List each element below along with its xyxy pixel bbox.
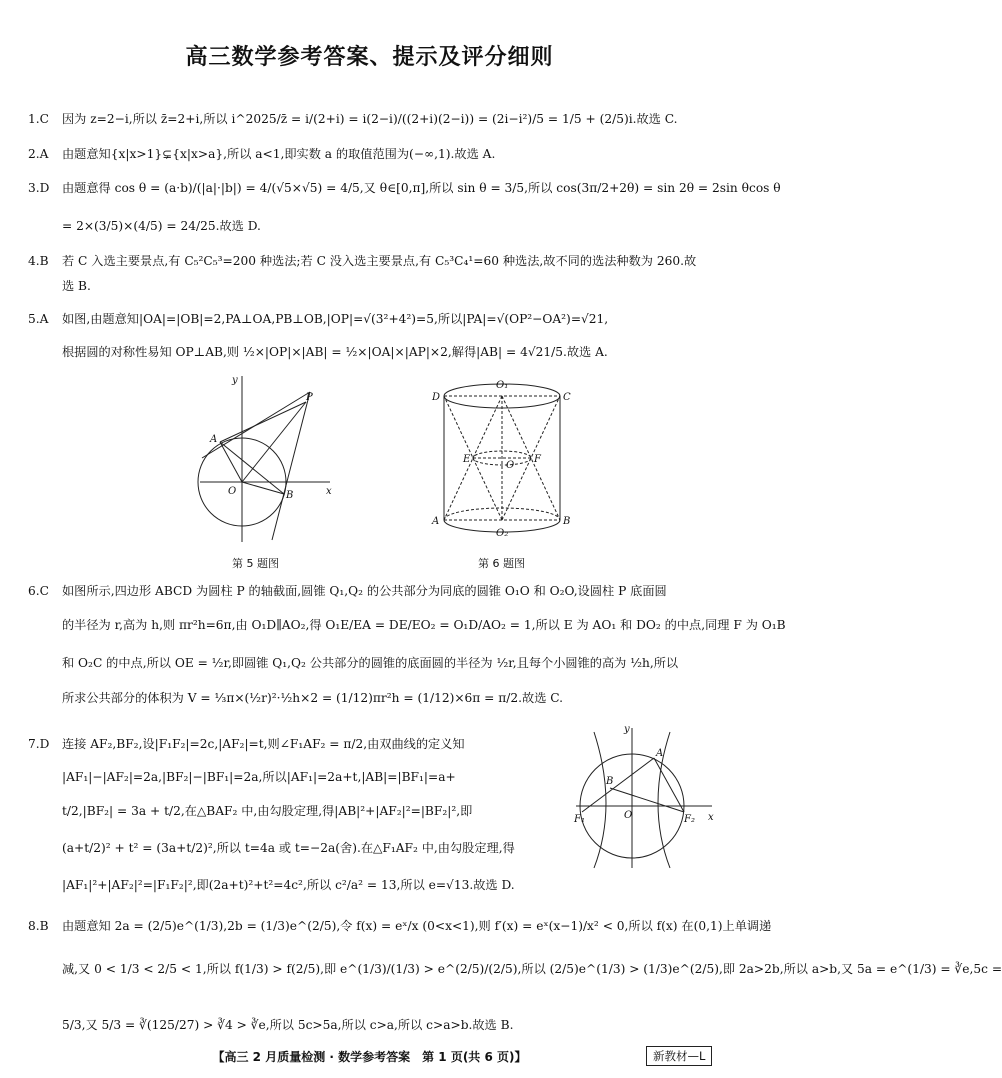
answer-text: 由题意知 2a = (2/5)e^(1/3),2b = (1/3)e^(2/5),令 f(x) = eˣ/x (0<x<1),则 f′(x) = eˣ(x−1)/x² < 0,所以 f(x) 在(0,1)上单调递 bbox=[62, 919, 772, 933]
answer-4 bbox=[28, 253, 696, 269]
answer-7-cont bbox=[28, 840, 515, 856]
label-e: E bbox=[463, 454, 471, 465]
edition-badge: 新教材—L bbox=[646, 1046, 712, 1066]
answer-number: 6.C bbox=[28, 584, 49, 598]
answer-3-cont bbox=[28, 218, 261, 234]
answer-text: 若 C 入选主要景点,有 C₅²C₅³=200 种选法;若 C 没入选主要景点,有 C₅³C₄¹=60 种选法,故不同的选法种数为 260.故 bbox=[62, 254, 697, 268]
answer-8-cont bbox=[28, 961, 1002, 977]
answer-6-cont bbox=[28, 617, 786, 633]
answer-text: 连接 AF₂,BF₂,设|F₁F₂|=2c,|AF₂|=t,则∠F₁AF₂ = π/2,由双曲线的定义知 bbox=[62, 737, 465, 751]
page-footer: 【高三 2 月质量检测 · 数学参考答案 第 1 页(共 6 页)】 bbox=[212, 1050, 527, 1064]
label-x: x bbox=[326, 486, 332, 497]
answer-1 bbox=[28, 111, 678, 127]
label-f: F bbox=[534, 454, 541, 465]
answer-6 bbox=[28, 583, 667, 599]
answer-7 bbox=[28, 736, 465, 752]
answer-2 bbox=[28, 146, 495, 162]
answer-text: t/2,|BF₂| = 3a + t/2,在△BAF₂ 中,由勾股定理,得|AB|²+|AF₂|²=|BF₂|²,即 bbox=[62, 804, 473, 818]
answer-number: 4.B bbox=[28, 254, 49, 268]
label-o: O bbox=[624, 810, 633, 821]
page-title: 高三数学参考答案、提示及评分细则 bbox=[185, 45, 554, 70]
answer-number: 1.C bbox=[28, 112, 49, 126]
answer-text: 如图,由题意知|OA|=|OB|=2,PA⊥OA,PB⊥OB,|OP|=√(3²+4²)=5,所以|PA|=√(OP²−OA²)=√21, bbox=[62, 312, 609, 326]
segment-ap bbox=[220, 402, 306, 442]
figure-6 bbox=[430, 378, 576, 538]
answer-number: 2.A bbox=[28, 147, 49, 161]
segment-f1a bbox=[582, 758, 654, 812]
answer-7-cont bbox=[28, 769, 456, 785]
answer-6-cont bbox=[28, 690, 563, 706]
answer-number: 7.D bbox=[28, 737, 50, 751]
label-b: B bbox=[286, 490, 294, 501]
label-f1: F₁ bbox=[574, 814, 585, 825]
label-a: A bbox=[210, 434, 218, 445]
label-b: B bbox=[606, 776, 614, 787]
label-o2: O₂ bbox=[496, 528, 509, 539]
answer-text: 如图所示,四边形 ABCD 为圆柱 P 的轴截面,圆锥 Q₁,Q₂ 的公共部分为同底的圆锥 O₁O 和 O₂O,设圆柱 P 底面圆 bbox=[62, 584, 667, 598]
segment-ob bbox=[242, 482, 284, 494]
answer-text: 由题意知{x|x>1}⊊{x|x>a},所以 a<1,即实数 a 的取值范围为(−∞,1).故选 A. bbox=[62, 147, 496, 161]
label-x: x bbox=[708, 812, 714, 823]
answer-5-cont bbox=[28, 344, 608, 360]
answer-4-cont bbox=[28, 278, 91, 294]
answer-5 bbox=[28, 311, 608, 327]
answer-text: 所求公共部分的体积为 V = ⅓π×(½r)²·½h×2 = (1/12)πr²h = (1/12)×6π = π/2.故选 C. bbox=[62, 691, 564, 705]
hyperbola-left bbox=[594, 732, 606, 868]
tangent-pb bbox=[272, 392, 310, 540]
label-a: A bbox=[656, 748, 664, 759]
answer-text: |AF₁|²+|AF₂|²=|F₁F₂|²,即(2a+t)²+t²=4c²,所以 c²/a² = 13,所以 e=√13.故选 D. bbox=[62, 878, 515, 892]
answer-7-cont bbox=[28, 803, 472, 819]
label-b: B bbox=[563, 516, 571, 527]
label-o: O bbox=[228, 486, 237, 497]
label-c: C bbox=[563, 392, 571, 403]
answer-number: 3.D bbox=[28, 181, 50, 195]
label-y: y bbox=[624, 724, 630, 735]
label-d: D bbox=[432, 392, 441, 403]
answer-text: 因为 z=2−i,所以 z̄=2+i,所以 i^2025/z̄ = i/(2+i) = i(2−i)/((2+i)(2−i)) = (2i−i²)/5 = 1/5 + (2/5)i.故选 C. bbox=[62, 112, 678, 126]
answer-text: 选 B. bbox=[62, 279, 91, 293]
answer-text: 减,又 0 < 1/3 < 2/5 < 1,所以 f(1/3) > f(2/5),即 e^(1/3)/(1/3) > e^(2/5)/(2/5),所以 (2/5)e^(1/3) > (1/3)e^(2/5),即 2a>2b,所以 a>b,又 5a = e^(1/3) = ∛e,5c = bbox=[62, 962, 1002, 976]
answer-8-cont bbox=[28, 1017, 513, 1033]
answer-8 bbox=[28, 918, 771, 934]
label-o: O bbox=[506, 460, 515, 471]
figure-7 bbox=[572, 722, 718, 872]
figure-6-caption: 第 6 题图 bbox=[478, 557, 525, 570]
answer-7-cont bbox=[28, 877, 515, 893]
segment-oa bbox=[220, 442, 242, 482]
answer-6-cont bbox=[28, 655, 678, 671]
figure-5-caption: 第 5 题图 bbox=[232, 557, 279, 570]
label-f2: F₂ bbox=[684, 814, 695, 825]
label-p: P bbox=[306, 392, 313, 403]
answer-text: 5/3,又 5/3 = ∛(125/27) > ∛4 > ∛e,所以 5c>5a,所以 c>a,所以 c>a>b.故选 B. bbox=[62, 1018, 514, 1032]
answer-text: (a+t/2)² + t² = (3a+t/2)²,所以 t=4a 或 t=−2a(舍).在△F₁AF₂ 中,由勾股定理,得 bbox=[62, 841, 515, 855]
answer-number: 8.B bbox=[28, 919, 49, 933]
answer-3 bbox=[28, 180, 781, 196]
answer-number: 5.A bbox=[28, 312, 49, 326]
answer-text: = 2×(3/5)×(4/5) = 24/25.故选 D. bbox=[62, 219, 261, 233]
label-a: A bbox=[432, 516, 440, 527]
answer-text: |AF₁|−|AF₂|=2a,|BF₂|−|BF₁|=2a,所以|AF₁|=2a+t,|AB|=|BF₁|=a+ bbox=[62, 770, 456, 784]
answer-text: 和 O₂C 的中点,所以 OE = ½r,即圆锥 Q₁,Q₂ 公共部分的圆锥的底面圆的半径为 ½r,且每个小圆锥的高为 ½h,所以 bbox=[62, 656, 679, 670]
figure-5 bbox=[196, 372, 340, 544]
answer-text: 根据圆的对称性易知 OP⊥AB,则 ½×|OP|×|AB| = ½×|OA|×|AP|×2,解得|AB| = 4√21/5.故选 A. bbox=[62, 345, 608, 359]
label-o1: O₁ bbox=[496, 380, 509, 391]
label-y: y bbox=[232, 375, 238, 386]
answer-text: 由题意得 cos θ = (a·b)/(|a|·|b|) = 4/(√5×√5) = 4/5,又 θ∈[0,π],所以 sin θ = 3/5,所以 cos(3π/2+2θ) = sin 2θ = 2sin θcos θ bbox=[62, 181, 781, 195]
answer-text: 的半径为 r,高为 h,则 πr²h=6π,由 O₁D∥AO₂,得 O₁E/EA = DE/EO₂ = O₁D/AO₂ = 1,所以 E 为 AO₁ 和 DO₂ 的中点,同理 F 为 O₁B bbox=[62, 618, 786, 632]
